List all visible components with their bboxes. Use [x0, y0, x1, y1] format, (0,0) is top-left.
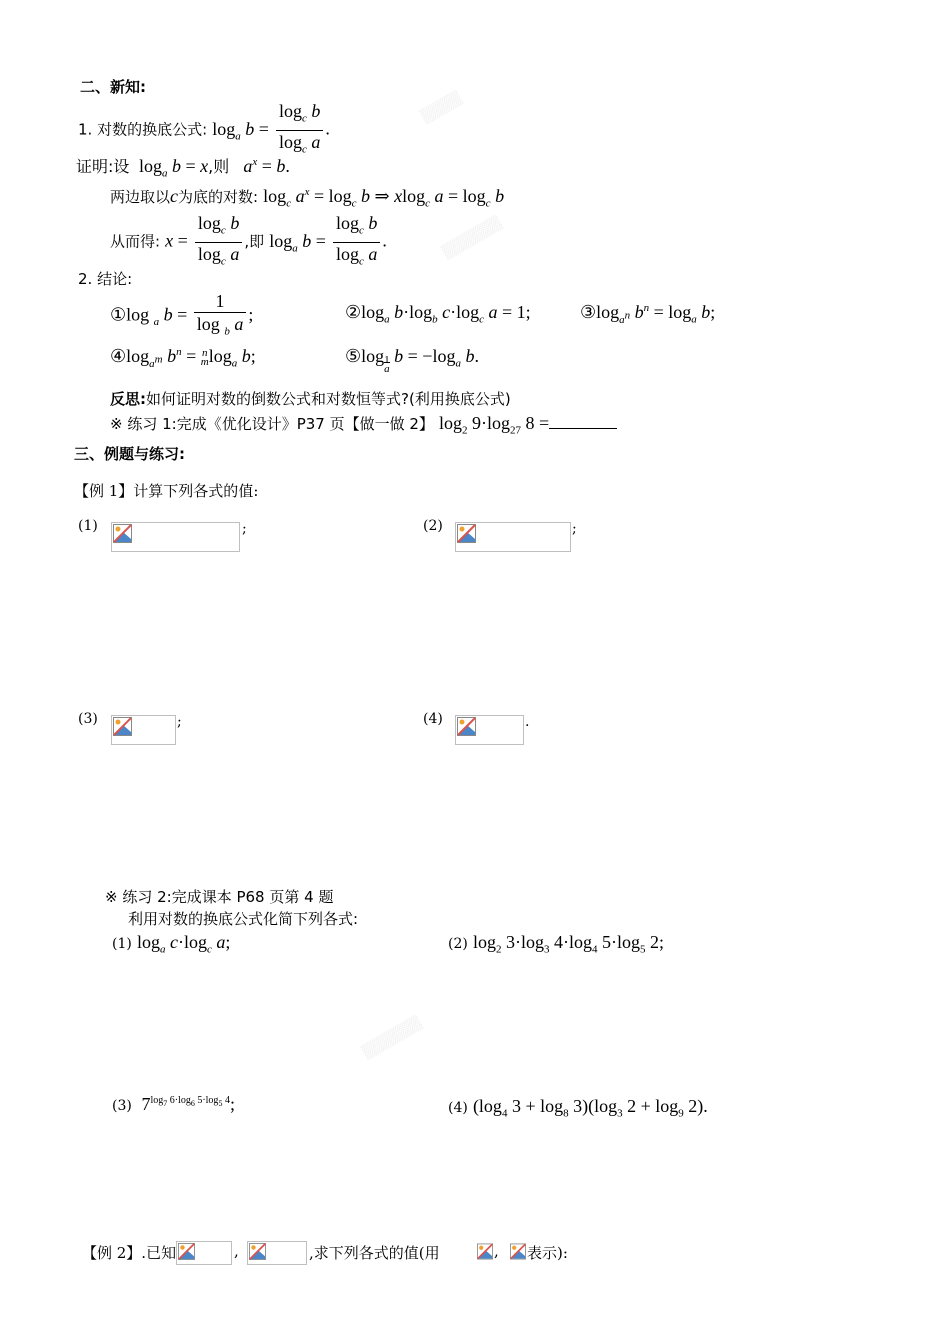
conclusion-2: $②\log_a$ $b\cdot\log_b$ $c\cdot\log_c$ a = 1; [345, 302, 531, 326]
both-sides-log-line: 两边取以c为底的对数: $\log_c a^x = \log_c b$ ⇒ xlog$_c$ $a = \log_c b$ [110, 186, 505, 210]
watermark: ▒▒▒▒ [418, 90, 465, 126]
change-of-base-formula: 1. 对数的换底公式: $\log_a b$ = $\frac{\log_c b}{\log_c a}$ . [78, 101, 330, 156]
example-1-title: 【例 1】计算下列各式的值: [74, 482, 259, 500]
exercise-2-item-2: (2) $\log_2 3\cdot\log_3$ $4\cdot\log_4$ $5\cdot\log_5$ 2; [448, 932, 664, 956]
broken-image-icon [178, 1243, 195, 1260]
example-2-question: ,求下列各式的值(用 [309, 1244, 440, 1262]
separator: ; [242, 521, 247, 537]
separator: ; [177, 714, 182, 730]
formula-image-placeholder [455, 522, 571, 552]
exercise-2-subtitle: 利用对数的换底公式化简下列各式: [128, 910, 359, 928]
broken-image-icon [113, 717, 132, 736]
section-heading-new-knowledge: 二、新知: [80, 78, 146, 96]
formula-image-placeholder [111, 522, 240, 552]
separator: . [525, 714, 530, 730]
exercise-2-item-3: (3) $7^{log_7 6\cdot log_6 5\cdot log_5 4}$; [112, 1094, 235, 1114]
watermark: ▒▒▒▒▒▒ [360, 1014, 425, 1062]
conclusion-1: ①log $_a$ b = $\frac{1}{\log _b a}$ ; [110, 291, 254, 338]
section-heading-examples: 三、例题与练习: [74, 445, 185, 463]
broken-image-icon [457, 524, 476, 543]
exercise-2-item-4: (4) ($\log_4$ $3 + \log_8 3)(\log_3$ $2 + \log_9 2$). [448, 1096, 708, 1120]
example-1-item-label: (2) [423, 518, 443, 534]
formula-image-placeholder [247, 1241, 307, 1265]
separator: , [494, 1242, 499, 1260]
proof-line: 证明:设 $\log_a b = x$,则 $a^x = b$. [76, 156, 290, 180]
separator: ; [572, 521, 577, 537]
conclusion-3: $③\log_{a^n}$ $b^n = \log_a b$; [580, 302, 716, 326]
example-2: 【例 2】.已知 [82, 1244, 177, 1262]
broken-image-icon [457, 717, 476, 736]
formula-image-placeholder [455, 715, 524, 745]
example-1-item-label: (4) [423, 711, 443, 727]
example-1-item-label: (1) [78, 518, 98, 534]
broken-image-icon [113, 524, 132, 543]
reflection: 反思:如何证明对数的倒数公式和对数恒等式?(利用换底公式) [110, 390, 511, 408]
conclusion-5: ⑤log1 a $b = -\log_a$ b. [345, 346, 479, 375]
example-1-item-label: (3) [78, 711, 98, 727]
exercise-2-title: ※ 练习 2:完成课本 P68 页第 4 题 [105, 888, 334, 906]
formula-image-placeholder [111, 715, 176, 745]
formula-image-placeholder [509, 1242, 525, 1261]
broken-image-icon [249, 1243, 266, 1260]
hence-line: 从而得: x = $\frac{\log_c b}{\log_c a}$ ,即 $\log_a b$ = $\frac{\log_c b}{\log_c a}$ . [110, 213, 387, 268]
exercise-1: ※ 练习 1:完成《优化设计》P37 页【做一做 2】 $\log_2 9\cdot\log_{27}$ 8 = [110, 412, 617, 437]
formula-image-placeholder [176, 1241, 232, 1265]
conclusion-label: 2. 结论: [78, 270, 133, 288]
exercise-2-item-1: (1) $\log_a c\cdot\log_c$ a; [112, 932, 231, 956]
separator: , [234, 1242, 239, 1260]
conclusion-4: $④\log_{a^m}$ $b^n = n$ mlog$_a$ b; [110, 346, 256, 370]
watermark: ▒▒▒▒▒▒ [440, 214, 505, 262]
answer-blank[interactable] [549, 412, 617, 429]
broken-image-icon [510, 1243, 526, 1260]
example-2-end: 表示): [527, 1244, 568, 1262]
broken-image-icon [477, 1243, 493, 1260]
formula-image-placeholder [476, 1242, 492, 1261]
